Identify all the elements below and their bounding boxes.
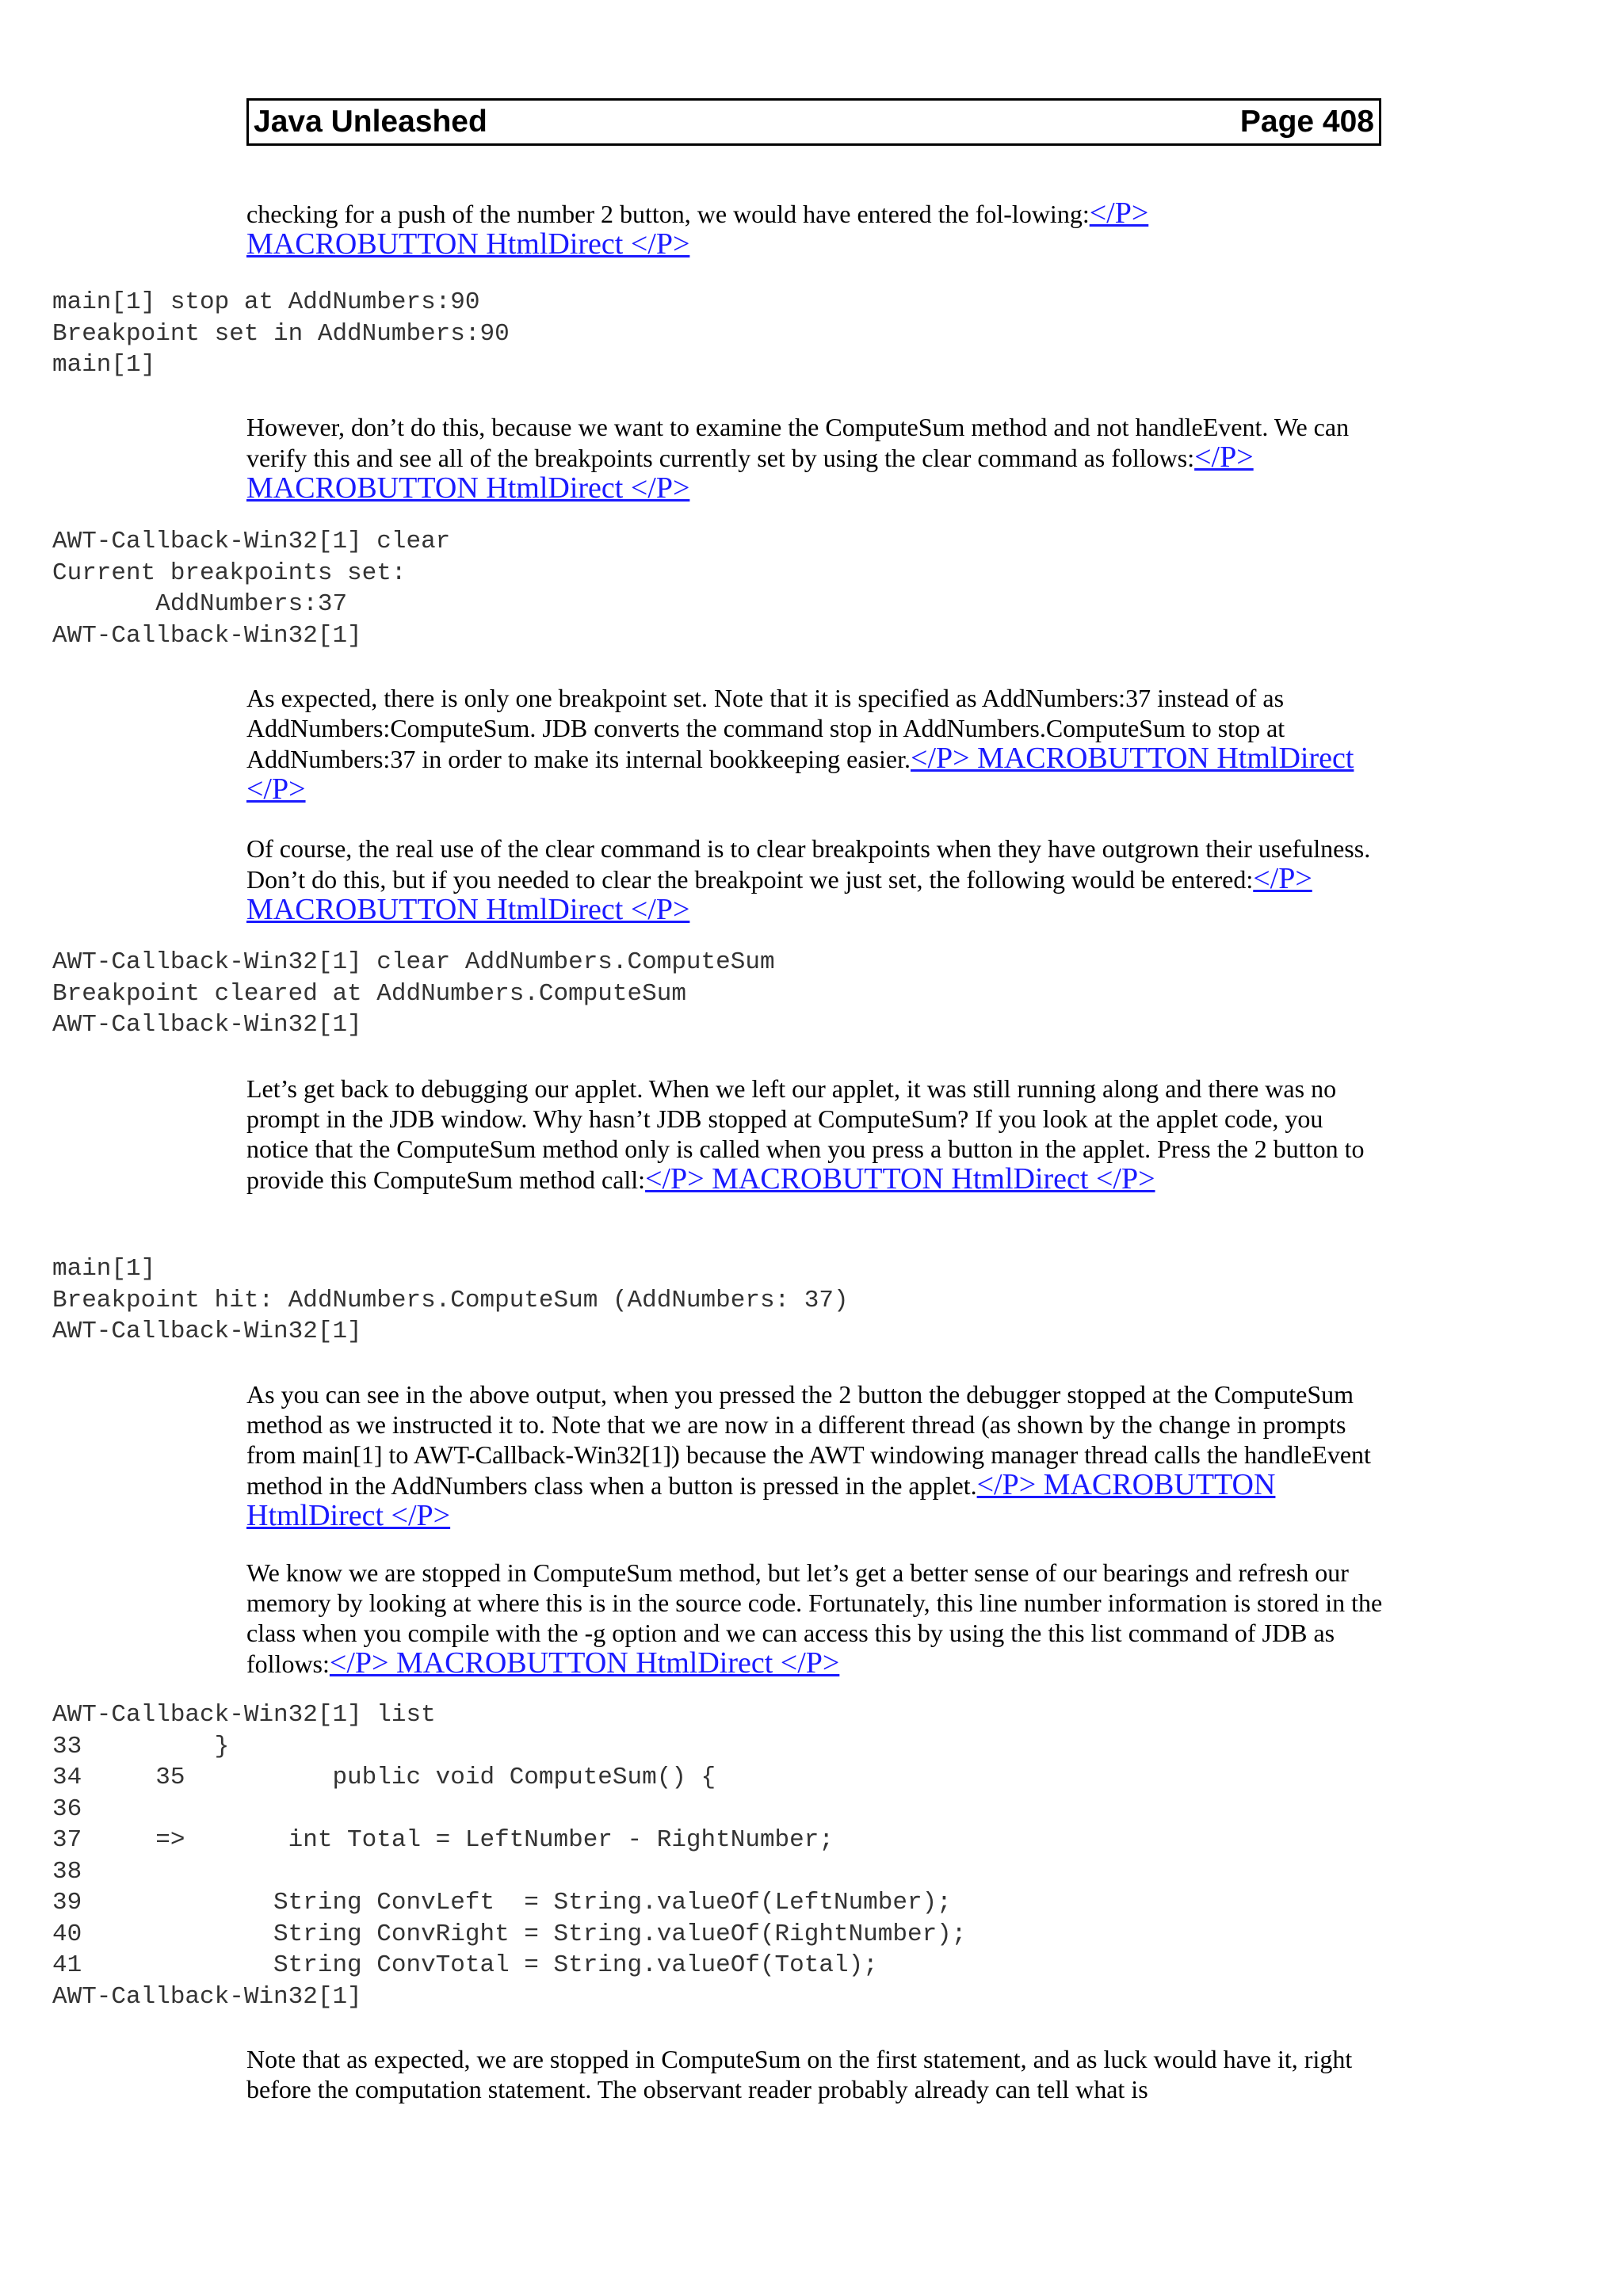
code-block-3 (52, 947, 775, 1041)
paragraph-3: As expected, there is only one breakpoint set. Note that it is specified as AddNumbers:37 instead of as AddNumbers:ComputeSum. JDB converts the command stop in AddNumbers.ComputeSum to stop at AddNumbers:37 in order to make its internal bookkeeping easier.</P> MACROBUTTON HtmlDirect </P> (246, 684, 1354, 806)
code-block-4 (52, 1253, 849, 1348)
code-line: Breakpoint cleared at AddNumbers.ComputeSum (52, 979, 686, 1008)
paragraph-4: Of course, the real use of the clear command is to clear breakpoints when they have outgrown their usefulness. Don’t do this, but if you needed to clear the breakpoint we just set, the following would be entered:</P> MACROBUTTON HtmlDirect </P> (246, 834, 1371, 926)
code-line: AWT-Callback-Win32[1] (52, 1982, 362, 2011)
code-line: 37 => int Total = LeftNumber - RightNumber; (52, 1826, 834, 1854)
code-line: AWT-Callback-Win32[1] (52, 621, 362, 650)
code-block-2 (52, 526, 450, 651)
macrobutton-link[interactable]: </P> MACROBUTTON HtmlDirect </P> (246, 742, 1354, 806)
code-line: AWT-Callback-Win32[1] list (52, 1701, 436, 1729)
code-line: 36 (52, 1794, 82, 1823)
macrobutton-link[interactable]: </P> MACROBUTTON HtmlDirect </P> (246, 862, 1312, 926)
code-line: main[1] (52, 1255, 156, 1283)
macrobutton-link[interactable]: </P> MACROBUTTON HtmlDirect </P> (246, 1468, 1276, 1532)
code-line: Breakpoint hit: AddNumbers.ComputeSum (AddNumbers: 37) (52, 1286, 849, 1314)
macrobutton-link[interactable]: </P> MACROBUTTON HtmlDirect </P> (246, 196, 1149, 261)
code-line: 33 } (52, 1732, 230, 1760)
paragraph-6: As you can see in the above output, when you pressed the 2 button the debugger stopped at the ComputeSum method as we instructed it to. Note that we are now in a different thread (as shown by the change in prompts from main[1] to AWT-Callback-Win32[1]) because the AWT windowing manager thread calls the handleEvent method in the AddNumbers class when a button is pressed in the applet.</P> MACROBUTTON HtmlDirect </P> (246, 1380, 1371, 1532)
code-block-5 (52, 1699, 966, 2012)
paragraph-8: Note that as expected, we are stopped in ComputeSum on the first statement, and as luck would have it, right before the computation statement. The observant reader probably already can tell what is (246, 2045, 1353, 2103)
paragraph-5: Let’s get back to debugging our applet. When we left our applet, it was still running along and there was no prompt in the JDB window. Why hasn’t JDB stopped at ComputeSum? If you look at the applet code, you notice that the ComputeSum method only is called when you press a button in the applet. Press the 2 button to provide this ComputeSum method call:</P> MACROBUTTON HtmlDirect </P> (246, 1074, 1365, 1196)
code-line: 39 String ConvLeft = String.valueOf(LeftNumber); (52, 1889, 952, 1917)
code-line: AWT-Callback-Win32[1] (52, 1011, 362, 1039)
paragraph-1: checking for a push of the number 2 button, we would have entered the fol-lowing:</P> MACROBUTTON HtmlDirect </P> (246, 196, 1149, 261)
macrobutton-link[interactable]: </P> MACROBUTTON HtmlDirect </P> (246, 441, 1254, 505)
macrobutton-link[interactable]: </P> MACROBUTTON HtmlDirect </P> (329, 1646, 840, 1680)
paragraph-7: We know we are stopped in ComputeSum method, but let’s get a better sense of our bearings and refresh our memory by looking at where this is in the source code. Fortunately, this line number information is stored in the class when you compile with the -g option and we can access this by using the this list command of JDB as follows:</P> MACROBUTTON HtmlDirect </P> (246, 1558, 1383, 1680)
code-block-1 (52, 287, 510, 381)
code-line: Breakpoint set in AddNumbers:90 (52, 319, 510, 348)
macrobutton-link[interactable]: </P> MACROBUTTON HtmlDirect </P> (645, 1162, 1155, 1196)
code-line: AddNumbers:37 (52, 590, 348, 618)
code-line: 41 String ConvTotal = String.valueOf(Total); (52, 1951, 878, 1979)
code-line: Current breakpoints set: (52, 559, 407, 587)
code-line: 40 String ConvRight = String.valueOf(RightNumber); (52, 1920, 967, 1948)
page-header (246, 98, 1381, 146)
code-line: AWT-Callback-Win32[1] clear (52, 528, 451, 555)
code-line: main[1] stop at AddNumbers:90 (52, 288, 480, 316)
book-title: Java Unleashed (254, 105, 487, 139)
code-line: AWT-Callback-Win32[1] clear AddNumbers.ComputeSum (52, 948, 775, 976)
code-line: main[1] (52, 351, 156, 379)
paragraph-2: However, don’t do this, because we want to examine the ComputeSum method and not handleEvent. We can verify this and see all of the breakpoints currently set by using the clear command as follows:</P> MACROBUTTON HtmlDirect </P> (246, 413, 1350, 505)
page-number: Page 408 (1239, 105, 1374, 139)
code-line: 38 (52, 1857, 82, 1886)
code-line: AWT-Callback-Win32[1] (52, 1318, 362, 1345)
code-line: 34 35 public void ComputeSum() { (52, 1764, 716, 1791)
